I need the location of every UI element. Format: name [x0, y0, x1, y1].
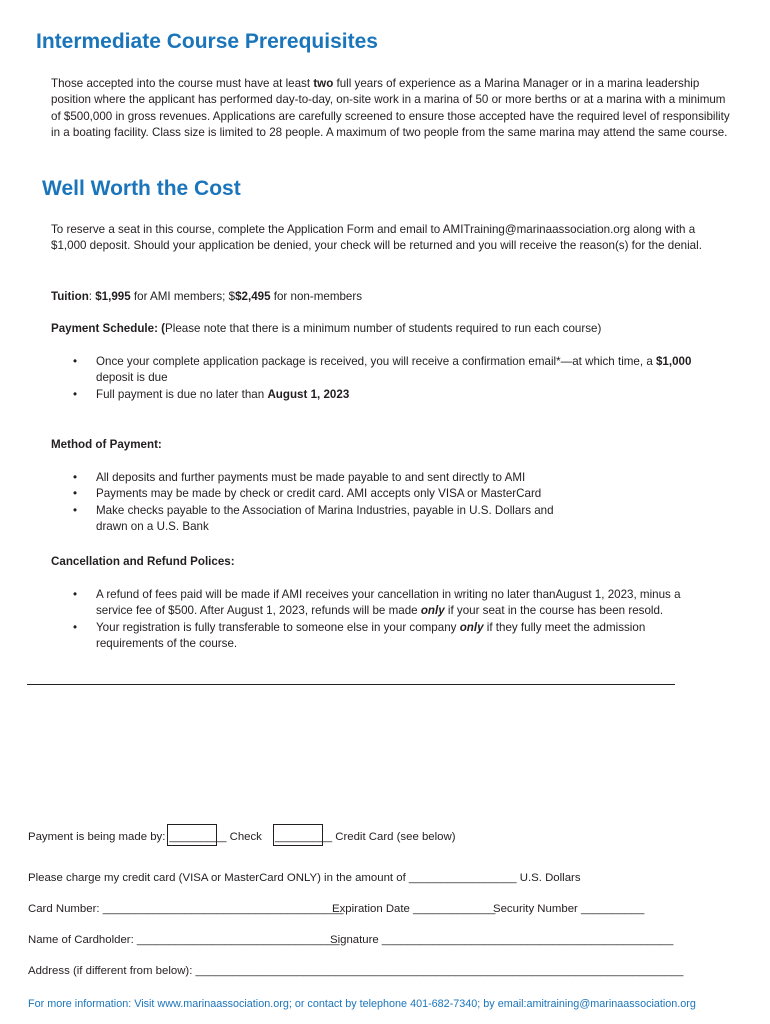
payment-schedule-line: [51, 321, 601, 337]
bullet-icon: •: [73, 355, 78, 368]
list-item: [51, 470, 571, 486]
cancellation-list: [51, 587, 701, 653]
footer-contact-info: For more information: Visit www.marinaassociation.org; or contact by telephone 401-682-7340; by email:amitraining@marinaassociation.org: [28, 998, 696, 1010]
list-item-emphasis: only: [420, 604, 445, 618]
list-item: [51, 503, 571, 536]
prerequisites-heading: Intermediate Course Prerequisites: [36, 30, 378, 53]
list-item-text: Full payment is due no later than: [96, 387, 268, 401]
list-item: [51, 620, 701, 653]
prerequisites-emphasis: two: [313, 77, 334, 90]
bullet-icon: •: [73, 387, 78, 401]
list-item: [51, 387, 706, 403]
list-item: [51, 587, 701, 620]
bullet-icon: •: [73, 487, 78, 501]
tuition-member-amount: $1,995: [95, 290, 131, 303]
list-item-emphasis: only: [459, 620, 484, 634]
check-blank: _________: [169, 831, 227, 843]
card-number-field[interactable]: Card Number: ______________________________________: [28, 903, 344, 915]
list-item-text-end: deposit is due: [96, 371, 168, 385]
payment-method-row: [28, 824, 456, 846]
list-item-text-end: if your seat in the course has been resold.: [444, 604, 664, 618]
payment-schedule-label: Payment Schedule: (: [51, 322, 166, 335]
section-divider: [27, 684, 675, 685]
credit-card-label: Credit Card (see below): [332, 831, 456, 843]
list-item-text-end: if they fully meet the admission requirements of the course.: [96, 620, 646, 651]
tuition-nonmember-amount: $2,495: [235, 290, 271, 303]
bullet-icon: •: [73, 588, 78, 601]
list-item-bold: August 1, 2023: [267, 387, 350, 401]
list-item-text: Once your complete application package is received, you will receive a confirmation email*—at which time, a: [96, 355, 656, 368]
reserve-paragraph: To reserve a seat in this course, complete the Application Form and email to AMITraining@marinaassociation.org along with a $1,000 deposit. Should your application be denied, your check will be returned and you will receive the reason(s) for the denial.: [51, 223, 702, 253]
credit-card-blank: _________: [275, 831, 333, 843]
list-item: [51, 486, 571, 502]
worth-heading: Well Worth the Cost: [42, 177, 241, 200]
prerequisites-paragraph: [51, 76, 731, 142]
list-item: [51, 354, 706, 387]
tuition-member-text: for AMI members; $: [130, 290, 236, 303]
prerequisites-text-start: Those accepted into the course must have at least: [51, 77, 314, 90]
bullet-icon: •: [73, 471, 78, 484]
method-heading: Method of Payment:: [51, 438, 162, 451]
list-item-text: Your registration is fully transferable to someone else in your company: [96, 620, 460, 634]
payment-schedule-list: [51, 354, 706, 403]
signature-field[interactable]: Signature ______________________________________________: [330, 934, 674, 946]
check-label: Check: [226, 831, 266, 843]
payment-schedule-note: Please note that there is a minimum number of students required to run each course): [165, 322, 602, 335]
expiration-date-field[interactable]: Expiration Date _____________: [332, 903, 496, 915]
bullet-icon: •: [73, 620, 78, 634]
list-item-text: Make checks payable to the Association of Marina Industries, payable in U.S. Dollars and drawn on a U.S. Bank: [96, 503, 554, 534]
list-item-bold: $1,000: [655, 355, 692, 368]
bullet-icon: •: [73, 503, 78, 517]
tuition-line: [51, 289, 362, 305]
address-field[interactable]: Address (if different from below): _____________________________________________________________________________: [28, 965, 684, 977]
list-item-text: Payments may be made by check or credit card. AMI accepts only VISA or MasterCard: [96, 487, 542, 501]
list-item-text: All deposits and further payments must be made payable to and sent directly to AMI: [96, 471, 526, 484]
charge-amount-field[interactable]: Please charge my credit card (VISA or MasterCard ONLY) in the amount of _________________ U.S. Dollars: [28, 872, 581, 884]
payment-method-label: Payment is being made by:: [28, 831, 166, 843]
list-item-text: A refund of fees paid will be made if AMI receives your cancellation in writing no later thanAugust 1, 2023, minus a service fee of $500. After August 1, 2023, refunds will be made: [96, 588, 681, 618]
security-number-field[interactable]: Security Number __________: [493, 903, 645, 915]
prerequisites-text-end: full years of experience as a Marina Manager or in a marina leadership position where the applicant has performed day-to-day, on-site work in a marina of 50 or more berths or at a marina with a minimum of $500,000 in gross revenues. Applications are carefully screened to ensure those accepted have the required level of responsibility in a boating facility. Class size is limited to 28 people. A maximum of two people from the same marina may attend the same course.: [51, 77, 730, 140]
cardholder-name-field[interactable]: Name of Cardholder: ________________________________: [28, 934, 340, 946]
tuition-label: Tuition: [51, 290, 89, 303]
tuition-nonmember-text: for non-members: [270, 290, 363, 303]
method-list: [51, 470, 571, 536]
cancellation-heading: Cancellation and Refund Polices:: [51, 555, 235, 568]
tuition-colon: :: [88, 290, 96, 303]
